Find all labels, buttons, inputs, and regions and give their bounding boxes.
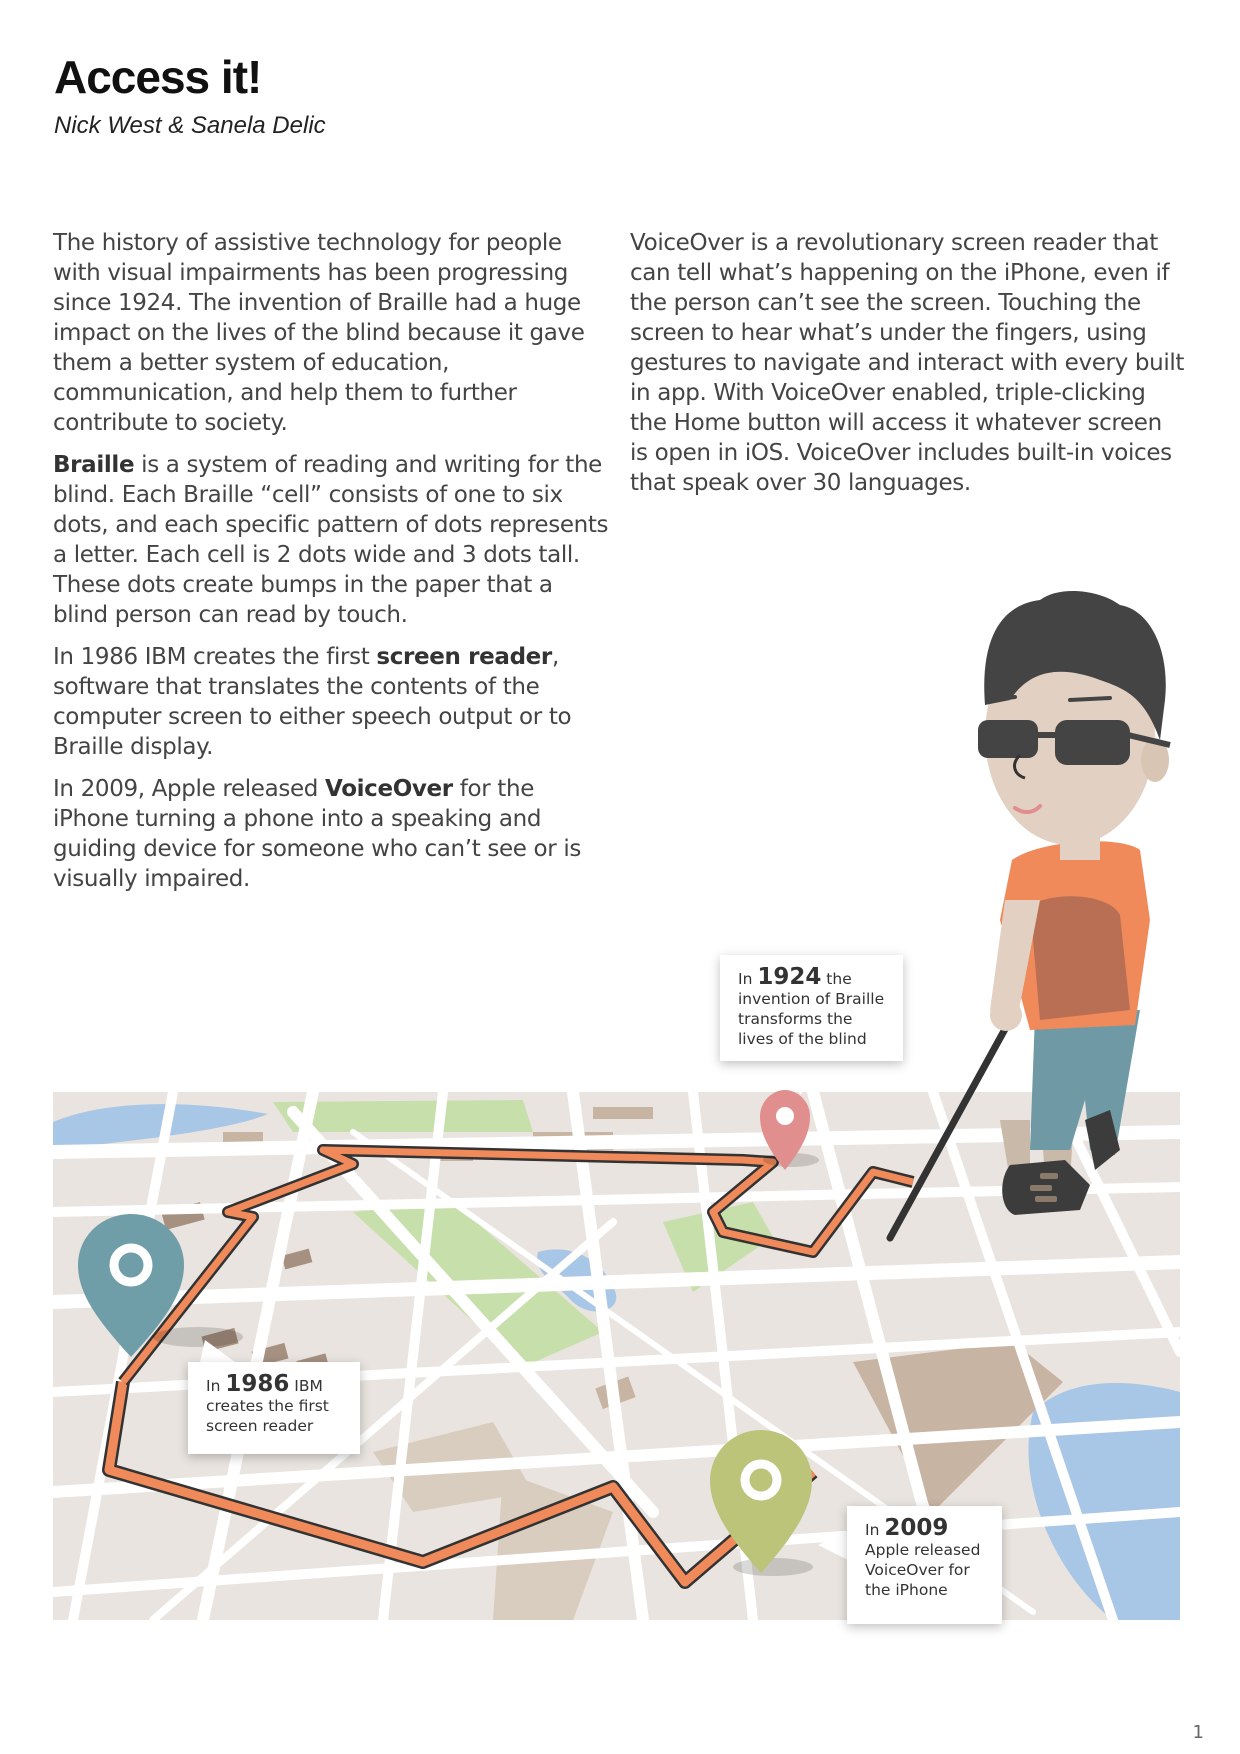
callout-body: Apple released VoiceOver for the iPhone: [865, 1541, 981, 1599]
callout-suffix: the: [826, 970, 852, 988]
callout-1924: [720, 955, 903, 1061]
page-title: Access it!: [54, 51, 262, 103]
screen-reader-term: screen reader: [376, 644, 552, 670]
voiceover-lead: In 2009, Apple released: [53, 776, 325, 802]
right-column: [630, 228, 1185, 510]
callout-body: creates the first screen reader: [206, 1397, 329, 1435]
callout-1986: [188, 1362, 360, 1454]
callout-prefix: In: [865, 1521, 880, 1539]
voiceover-description: VoiceOver is a revolutionary screen reader that can tell what’s happening on the iPhone, even if the person can’t see the screen. Touching the screen to hear what’s under the fingers, using gestures to navigate and interact with every built in app. With VoiceOver enabled, triple-clicking the Home button will access it whatever screen is open in iOS. VoiceOver includes built-in voices that speak over 30 languages.: [630, 230, 1185, 496]
braille-text: is a system of reading and writing for the blind. Each Braille “cell” consists of one to six dots, and each specific pattern of dots represents a letter. Each cell is 2 dots wide and 3 dots tall. These dots create bumps in the paper that a blind person can read by touch.: [53, 452, 609, 628]
callout-suffix: IBM: [294, 1377, 323, 1395]
left-column: [53, 228, 613, 906]
callout-year: 1986: [225, 1371, 290, 1397]
screen-reader-paragraph: [53, 642, 613, 762]
screen-reader-text: , software that translates the contents of the computer screen to either speech output or to Braille display.: [53, 644, 572, 760]
page-number: 1: [1192, 1722, 1204, 1743]
callout-year: 1924: [757, 964, 822, 990]
callout-body: invention of Braille transforms the lives of the blind: [738, 990, 885, 1048]
city-map-illustration: [53, 1092, 1180, 1620]
voiceover-text: for the iPhone turning a phone into a speaking and guiding device for someone who can’t see or is visually impaired.: [53, 776, 581, 892]
authors-byline: Nick West & Sanela Delic: [54, 112, 326, 139]
braille-paragraph: [53, 450, 613, 630]
callout-2009: [847, 1506, 1002, 1624]
voiceover-paragraph: [53, 774, 613, 894]
callout-prefix: In: [206, 1377, 221, 1395]
braille-term: Braille: [53, 452, 135, 478]
voiceover-term: VoiceOver: [325, 776, 453, 802]
callout-year: 2009: [884, 1515, 949, 1541]
screen-reader-lead: In 1986 IBM creates the first: [53, 644, 377, 670]
intro-paragraph: The history of assistive technology for people with visual impairments has been progressing since 1924. The invention of Braille had a huge impact on the lives of the blind because it gave them a better system of education, communication, and help them to further contribute to society.: [53, 230, 585, 436]
callout-prefix: In: [738, 970, 753, 988]
